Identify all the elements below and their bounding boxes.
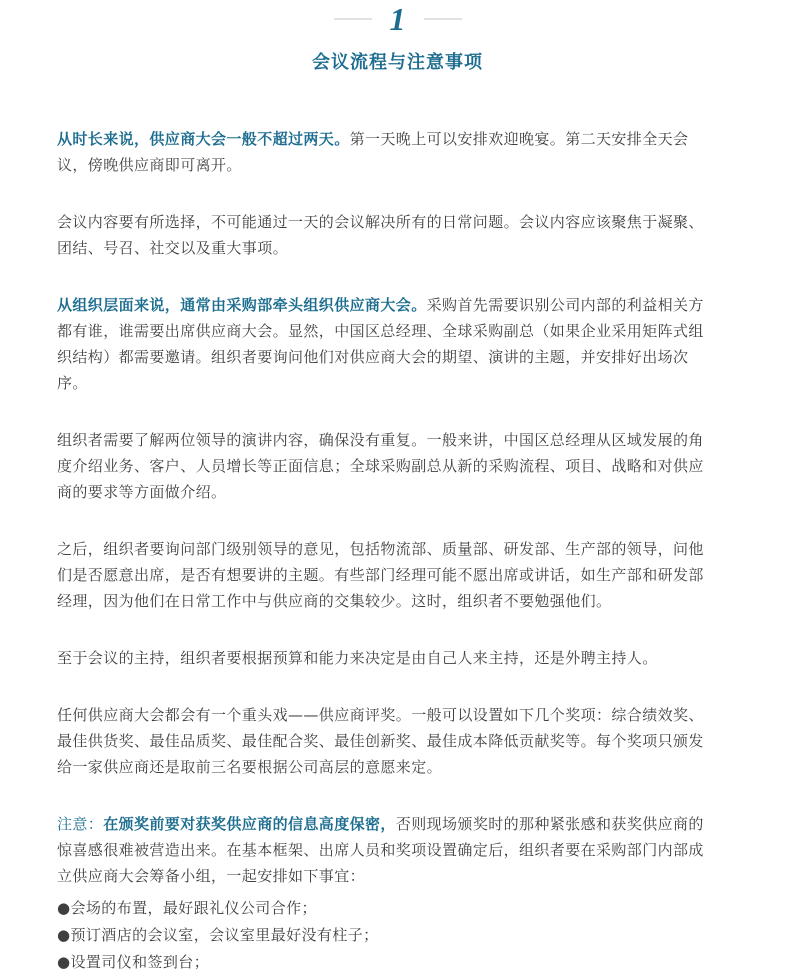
list-item: ●预订酒店的会议室，会议室里最好没有柱子；: [57, 926, 379, 944]
paragraph-highlight: 从时长来说，供应商大会一般不超过两天。: [57, 130, 350, 148]
paragraph-text: 任何供应商大会都会有一个重头戏——供应商评奖。一般可以设置如下几个奖项：综合绩效奖、最佳供货奖、最佳品质奖、最佳配合奖、最佳创新奖、最佳成本降低贡献奖等。每个奖项只颁发给一家供应商还是取前三名要根据公司高层的意愿来定。: [57, 706, 704, 776]
paragraph-highlight: 从组织层面来说，通常由采购部牵头组织供应商大会。: [57, 296, 427, 314]
paragraph-text: 第一天晚上可以安排欢迎晚宴。第二天安排全天会议，傍晚供应商即可离开。: [57, 130, 689, 174]
paragraph-organization: [57, 292, 715, 396]
paragraph-host: [57, 645, 715, 671]
note-text: 否则现场颁奖时的那种紧张感和获奖供应商的惊喜感很难被营造出来。在基本框架、出席人员和奖项设置确定后，组织者要在采购部门内部成立供应商大会筹备小组，一起安排如下事宜：: [57, 815, 704, 885]
left-divider: [334, 18, 372, 20]
paragraph-speeches: [57, 427, 715, 505]
paragraph-department-leaders: [57, 536, 715, 614]
section-header: [0, 0, 795, 80]
paragraph-text: 组织者需要了解两位领导的演讲内容，确保没有重复。一般来讲，中国区总经理从区域发展的角度介绍业务、客户、人员增长等正面信息；全球采购副总从新的采购流程、项目、战略和对供应商的要求等方面做介绍。: [57, 431, 704, 501]
right-divider: [424, 18, 462, 20]
section-number-row: [0, 2, 795, 36]
list-item: ●会场的布置，最好跟礼仪公司合作；: [57, 899, 317, 917]
paragraph-text: 采购首先需要识别公司内部的利益相关方都有谁，谁需要出席供应商大会。显然，中国区总经理、全球采购副总（如果企业采用矩阵式组织结构）都需要邀请。组织者要询问他们对供应商大会的期望、演讲的主题，并安排好出场次序。: [57, 296, 704, 392]
paragraph-content-focus: [57, 209, 715, 261]
paragraph-awards: [57, 702, 715, 780]
paragraph-text: 之后，组织者要询问部门级别领导的意见，包括物流部、质量部、研发部、生产部的领导，问他们是否愿意出席，是否有想要讲的主题。有些部门经理可能不愿出席或讲话，如生产部和研发部经理，因为他们在日常工作中与供应商的交集较少。这时，组织者不要勉强他们。: [57, 540, 704, 610]
paragraph-note: [57, 811, 715, 889]
section-title: 会议流程与注意事项: [312, 52, 483, 73]
paragraph-text: 至于会议的主持，组织者要根据预算和能力来决定是由自己人来主持，还是外聘主持人。: [57, 649, 658, 667]
note-label: 注意：: [57, 815, 104, 833]
section-number: 1: [389, 1, 406, 37]
paragraph-duration: [57, 126, 715, 178]
paragraph-text: 会议内容要有所选择，不可能通过一天的会议解决所有的日常问题。会议内容应该聚焦于凝聚、团结、号召、社交以及重大事项。: [57, 213, 704, 257]
article-body: [57, 126, 715, 976]
list-item: ●设置司仪和签到台；: [57, 953, 210, 971]
note-highlight: 在颁奖前要对获奖供应商的信息高度保密，: [103, 815, 396, 833]
preparation-list: [57, 895, 715, 976]
